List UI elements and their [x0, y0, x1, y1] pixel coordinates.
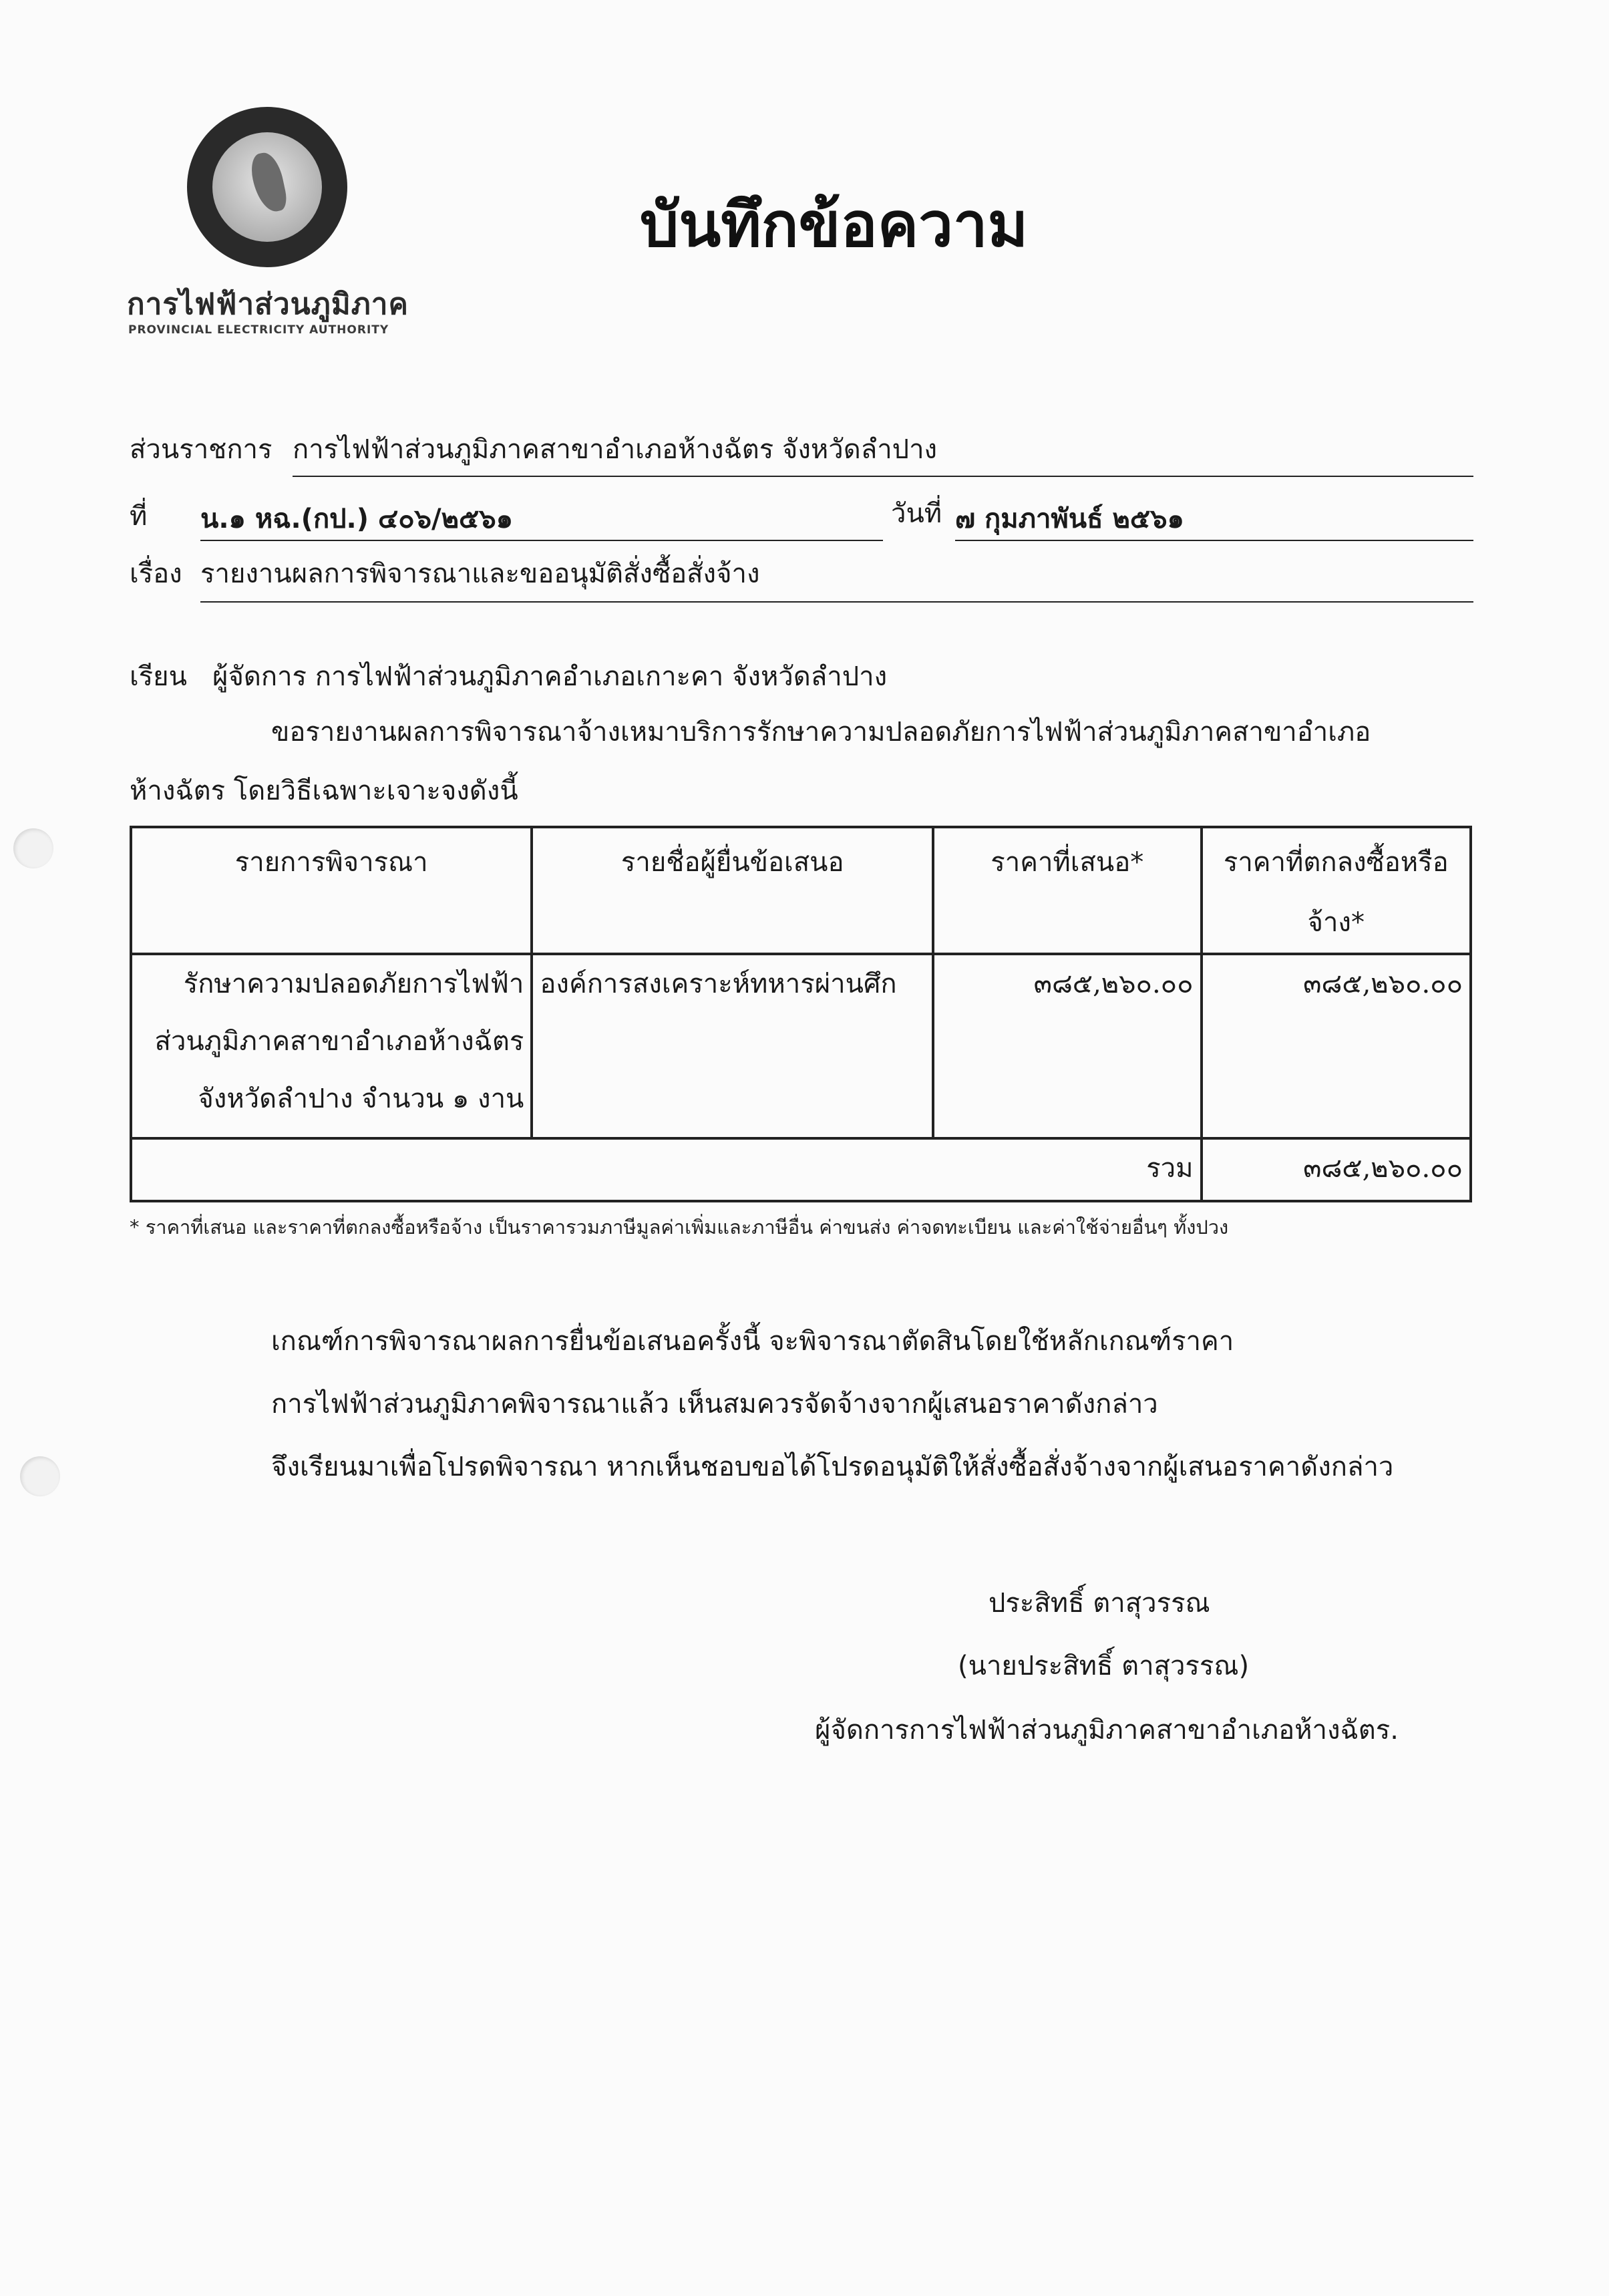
logo-text-english: PROVINCIAL ELECTRICITY AUTHORITY [128, 323, 389, 337]
date-underline [955, 540, 1473, 541]
signature-name: ประสิทธิ์ ตาสุวรรณ [989, 1588, 1210, 1619]
agency-label: ส่วนราชการ [130, 434, 273, 465]
to-label: เรียน [130, 661, 187, 692]
agency-value: การไฟฟ้าส่วนภูมิภาคสาขาอำเภอห้างฉัตร จังหวัดลำปาง [293, 434, 938, 465]
signature-position: ผู้จัดการการไฟฟ้าส่วนภูมิภาคสาขาอำเภอห้างฉัตร. [815, 1715, 1399, 1746]
subject-underline [200, 601, 1473, 603]
ref-value: น.๑ หฉ.(กป.) ๔๐๖/๒๕๖๑ [200, 504, 514, 534]
closing-line-3: จึงเรียนมาเพื่อโปรดพิจารณา หากเห็นชอบขอได้โปรดอนุมัติให้สั่งซื้อสั่งจ้างจากผู้เสนอราคาดังกล่าว [271, 1452, 1394, 1482]
table-cell-agreed: ๓๘๕,๒๖๐.๐๐ [1202, 954, 1471, 1138]
pea-logo-inner [212, 132, 322, 242]
table-header-row [131, 827, 1471, 954]
table-total-value: ๓๘๕,๒๖๐.๐๐ [1202, 1138, 1471, 1201]
date-label: วันที่ [891, 498, 942, 529]
logo-text-thai: การไฟฟ้าส่วนภูมิภาค [127, 287, 409, 321]
price-footnote: * ราคาที่เสนอ และราคาที่ตกลงซื้อหรือจ้าง เป็นราคารวมภาษีมูลค่าเพิ่มและภาษีอื่น ค่าขนส่ง ค่าจดทะเบียน และค่าใช้จ่ายอื่นๆ ทั้งปวง [130, 1216, 1229, 1239]
document-title: บันทึกข้อความ [640, 189, 1029, 261]
table-total-label: รวม [131, 1138, 1202, 1201]
pea-logo-emblem [187, 107, 347, 267]
punch-hole-bottom [20, 1456, 60, 1496]
ref-underline [200, 540, 883, 541]
intro-line-2: ห้างฉัตร โดยวิธีเฉพาะเจาะจงดังนี้ [130, 776, 518, 806]
table-header-agreed: ราคาที่ตกลงซื้อหรือ จ้าง* [1202, 827, 1471, 954]
to-value: ผู้จัดการ การไฟฟ้าส่วนภูมิภาคอำเภอเกาะคา จังหวัดลำปาง [212, 661, 888, 692]
subject-value: รายงานผลการพิจารณาและขออนุมัติสั่งซื้อสั่งจ้าง [200, 558, 760, 589]
subject-label: เรื่อง [130, 558, 182, 589]
evaluation-table [130, 826, 1472, 1202]
intro-line-1: ขอรายงานผลการพิจารณาจ้างเหมาบริการรักษาความปลอดภัยการไฟฟ้าส่วนภูมิภาคสาขาอำเภอ [271, 717, 1371, 748]
punch-hole-top [13, 828, 53, 868]
table-cell-vendor: องค์การสงเคราะห์ทหารผ่านศึก [532, 954, 933, 1138]
closing-line-1: เกณฑ์การพิจารณาผลการยื่นข้อเสนอครั้งนี้ จะพิจารณาตัดสินโดยใช้หลักเกณฑ์ราคา [271, 1326, 1234, 1357]
date-value: ๗ กุมภาพันธ์ ๒๕๖๑ [955, 504, 1184, 534]
table-header-offered: ราคาที่เสนอ* [933, 827, 1201, 954]
table-header-vendor: รายชื่อผู้ยื่นข้อเสนอ [532, 827, 933, 954]
agency-underline [293, 476, 1473, 477]
thailand-map-icon [248, 150, 289, 214]
closing-line-2: การไฟฟ้าส่วนภูมิภาคพิจารณาแล้ว เห็นสมควรจัดจ้างจากผู้เสนอราคาดังกล่าว [271, 1389, 1158, 1420]
table-row [131, 954, 1471, 1138]
signature-full-name: (นายประสิทธิ์ ตาสุวรรณ) [958, 1651, 1250, 1681]
table-cell-offered: ๓๘๕,๒๖๐.๐๐ [933, 954, 1201, 1138]
table-header-item: รายการพิจารณา [131, 827, 532, 954]
table-total-row [131, 1138, 1471, 1201]
table-cell-item: รักษาความปลอดภัยการไฟฟ้าส่วนภูมิภาคสาขาอำเภอห้างฉัตร จังหวัดลำปาง จำนวน ๑ งาน [131, 954, 532, 1138]
ref-label: ที่ [130, 501, 148, 532]
